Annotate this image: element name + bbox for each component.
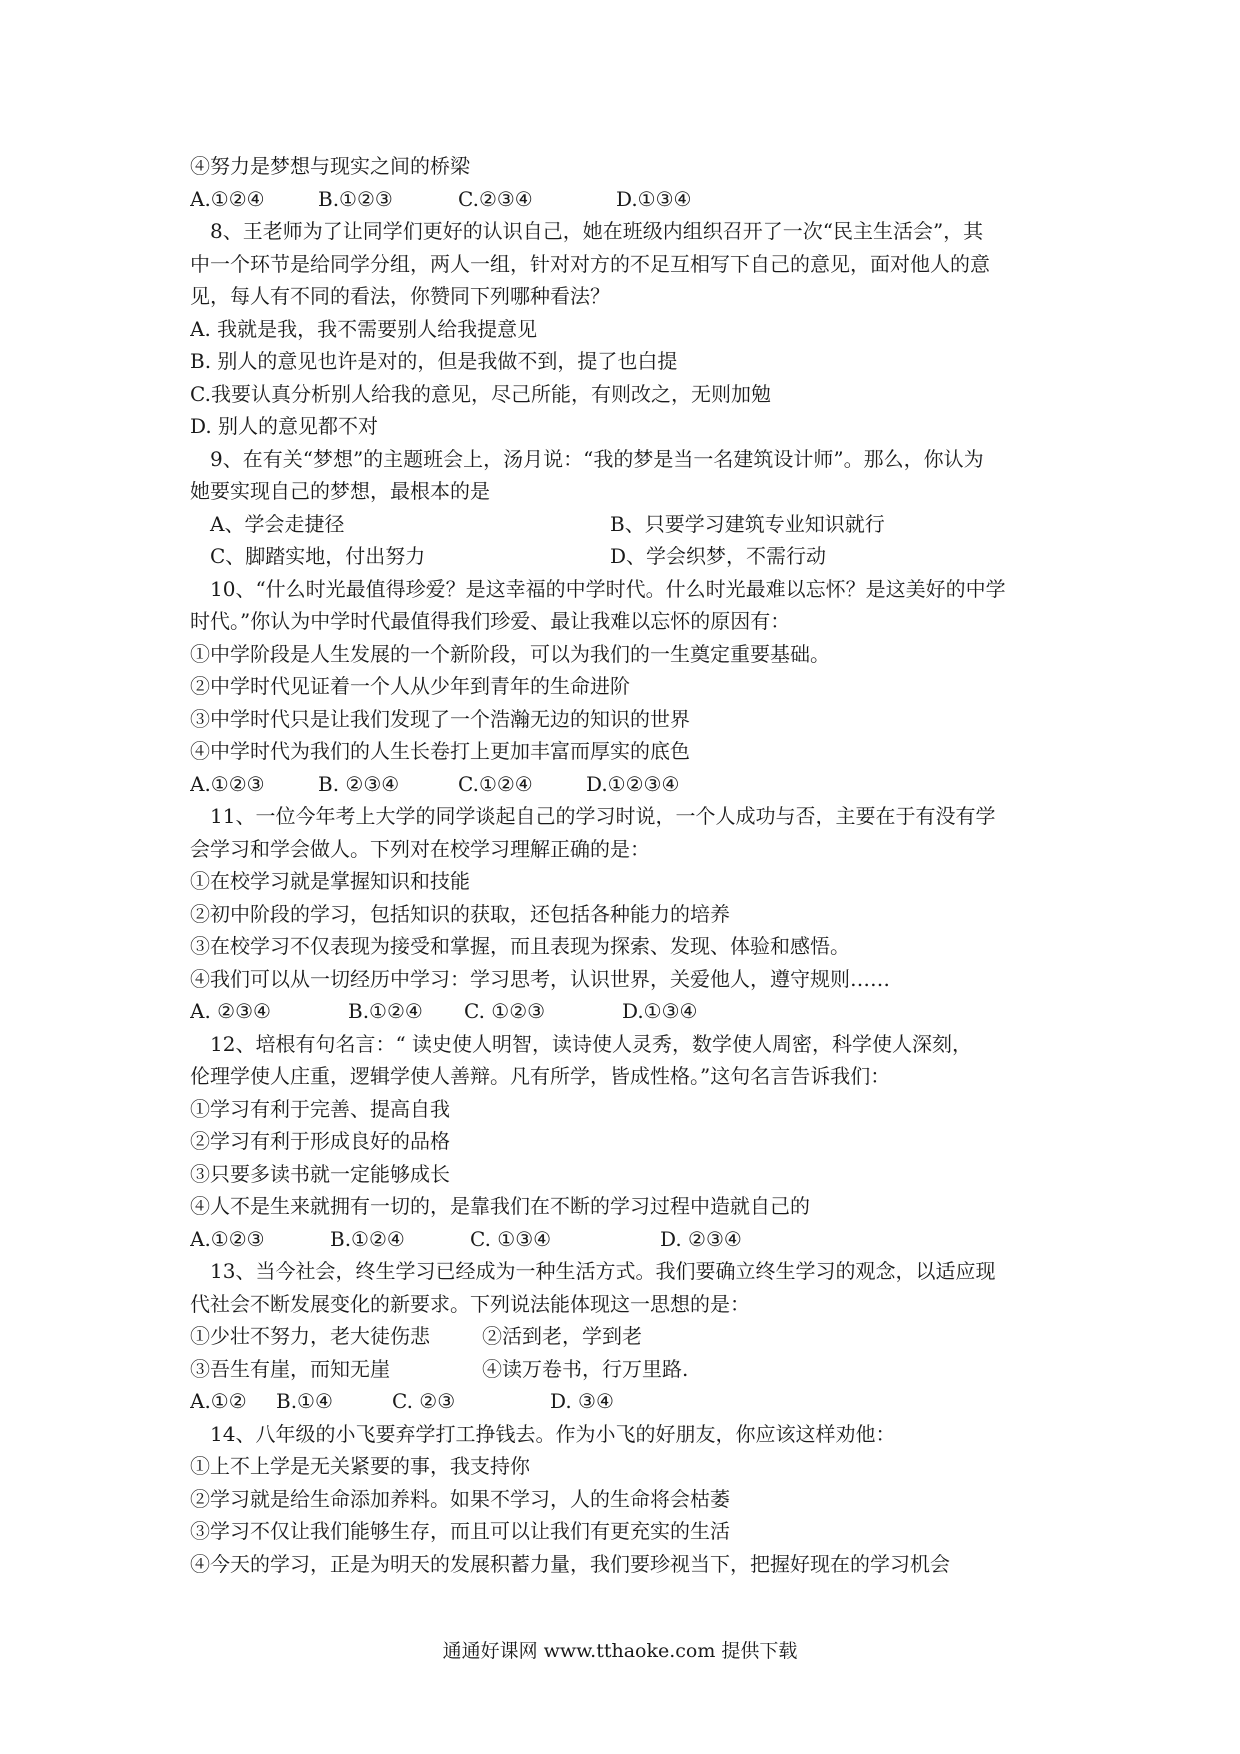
- q11-item-2: ②初中阶段的学习，包括知识的获取，还包括各种能力的培养: [190, 901, 730, 926]
- q11-option-b: B.①②④: [348, 999, 423, 1023]
- q14-item-4: ④今天的学习，正是为明天的发展积蓄力量，我们要珍视当下，把握好现在的学习机会: [190, 1551, 950, 1576]
- q13-stem-1: 13、当今社会，终生学习已经成为一种生活方式。我们要确立终生学习的观念，以适应现: [210, 1259, 996, 1283]
- q14-stem-1: 14、八年级的小飞要弃学打工挣钱去。作为小飞的好朋友，你应该这样劝他：: [210, 1421, 896, 1446]
- q9-option-d: D、学会织梦，不需行动: [610, 544, 827, 568]
- q11-option-c: C. ①②③: [464, 999, 546, 1023]
- q14-item-3: ③学习不仅让我们能够生存，而且可以让我们有更充实的生活: [190, 1519, 730, 1543]
- q10-stem-1: 10、“什么时光最值得珍爱？是这幸福的中学时代。什么时光最难以忘怀？是这美好的中学: [210, 576, 1006, 601]
- q9-option-a: A、学会走捷径: [210, 511, 345, 536]
- q12-option-c: C. ①③④: [470, 1226, 552, 1251]
- q7-option-d: D.①③④: [616, 186, 692, 211]
- q11-stem-1: 11、一位今年考上大学的同学谈起自己的学习时说，一个人成功与否，主要在于有没有学: [210, 804, 996, 828]
- q8-option-a: A. 我就是我，我不需要别人给我提意见: [190, 316, 538, 341]
- q8-stem-1: 8、王老师为了让同学们更好的认识自己，她在班级内组织召开了一次“民主生活会”，其: [210, 219, 984, 243]
- q10-item-2: ②中学时代见证着一个人从少年到青年的生命进阶: [190, 674, 630, 698]
- q10-option-a: A.①②③: [190, 771, 265, 796]
- q7-item-4: ④努力是梦想与现实之间的桥梁: [190, 154, 470, 178]
- q13-item-3: ③吾生有崖，而知无崖: [190, 1356, 390, 1381]
- q11-item-3: ③在校学习不仅表现为接受和掌握，而且表现为探索、发现、体验和感悟。: [190, 934, 850, 958]
- q13-items-row-1: [190, 1320, 1070, 1353]
- q11-option-a: A. ②③④: [190, 999, 271, 1023]
- q9-option-b: B、只要学习建筑专业知识就行: [610, 511, 885, 536]
- q10-option-d: D.①②③④: [586, 771, 680, 796]
- q13-options: [190, 1385, 1070, 1418]
- q8-option-b: B. 别人的意见也许是对的，但是我做不到，提了也白提: [190, 349, 678, 373]
- q11-stem-2: 会学习和学会做人。下列对在校学习理解正确的是：: [190, 836, 650, 861]
- q12-item-3: ③只要多读书就一定能够成长: [190, 1161, 450, 1186]
- q12-stem-2: 伦理学使人庄重，逻辑学使人善辩。凡有所学，皆成性格。”这句名言告诉我们：: [190, 1064, 891, 1088]
- q9-option-c: C、脚踏实地，付出努力: [210, 544, 426, 568]
- q13-option-c: C. ②③: [392, 1389, 456, 1413]
- q13-option-b: B.①④: [276, 1389, 333, 1413]
- q12-option-b: B.①②④: [330, 1226, 405, 1251]
- q10-option-b: B. ②③④: [318, 771, 400, 796]
- q13-option-d: D. ③④: [550, 1389, 614, 1413]
- q10-item-4: ④中学时代为我们的人生长卷打上更加丰富而厚实的底色: [190, 739, 690, 763]
- q7-option-c: C.②③④: [458, 186, 533, 211]
- q11-option-d: D.①③④: [622, 999, 698, 1023]
- q12-options: [190, 1223, 1070, 1256]
- q12-item-1: ①学习有利于完善、提高自我: [190, 1096, 450, 1121]
- page-footer: 通通好课网 www.tthaoke.com 提供下载: [442, 1640, 798, 1662]
- q8-option-d: D. 别人的意见都不对: [190, 414, 379, 438]
- q9-options-row-2: [190, 540, 1070, 573]
- q13-items-row-2: [190, 1353, 1070, 1386]
- q11-options: [190, 995, 1070, 1028]
- q14-item-1: ①上不上学是无关紧要的事，我支持你: [190, 1454, 530, 1478]
- q12-stem-1: 12、培根有句名言：“ 读史使人明智，读诗使人灵秀，数学使人周密，科学使人深刻，: [210, 1031, 973, 1056]
- exam-content: [190, 150, 1070, 1580]
- q7-option-b: B.①②③: [318, 186, 393, 211]
- q13-stem-2: 代社会不断发展变化的新要求。下列说法能体现这一思想的是：: [190, 1291, 750, 1316]
- q7-option-a: A.①②④: [190, 186, 265, 211]
- q10-stem-2: 时代。”你认为中学时代最值得我们珍爱、最让我难以忘怀的原因有：: [190, 609, 791, 633]
- q10-options: [190, 768, 1070, 801]
- q8-stem-2: 中一个环节是给同学分组，两人一组，针对对方的不足互相写下自己的意见，面对他人的意: [190, 251, 990, 276]
- q9-stem-1: 9、在有关“梦想”的主题班会上，汤月说：“我的梦是当一名建筑设计师”。那么，你认为: [210, 446, 984, 471]
- q13-item-4: ④读万卷书，行万里路.: [482, 1356, 689, 1381]
- q7-options: [190, 183, 1070, 216]
- q10-item-1: ①中学阶段是人生发展的一个新阶段，可以为我们的一生奠定重要基础。: [190, 641, 830, 666]
- q12-option-a: A.①②③: [190, 1226, 265, 1251]
- q10-option-c: C.①②④: [458, 771, 533, 796]
- q8-stem-3: 见，每人有不同的看法，你赞同下列哪种看法？: [190, 284, 610, 308]
- q10-item-3: ③中学时代只是让我们发现了一个浩瀚无边的知识的世界: [190, 706, 690, 731]
- q9-options-row-1: [190, 508, 1070, 541]
- q8-option-c: C.我要认真分析别人给我的意见，尽己所能，有则改之，无则加勉: [190, 381, 771, 406]
- q13-item-2: ②活到老，学到老: [482, 1324, 642, 1348]
- q9-stem-2: 她要实现自己的梦想，最根本的是: [190, 479, 490, 503]
- q12-option-d: D. ②③④: [660, 1226, 742, 1251]
- q13-item-1: ①少壮不努力，老大徒伤悲: [190, 1324, 430, 1348]
- q13-option-a: A.①②: [190, 1389, 247, 1413]
- q11-item-1: ①在校学习就是掌握知识和技能: [190, 869, 470, 893]
- q12-item-2: ②学习有利于形成良好的品格: [190, 1129, 450, 1153]
- q14-item-2: ②学习就是给生命添加养料。如果不学习，人的生命将会枯萎: [190, 1486, 730, 1511]
- q11-item-4: ④我们可以从一切经历中学习：学习思考，认识世界，关爱他人，遵守规则……: [190, 966, 890, 991]
- q12-item-4: ④人不是生来就拥有一切的，是靠我们在不断的学习过程中造就自己的: [190, 1194, 810, 1218]
